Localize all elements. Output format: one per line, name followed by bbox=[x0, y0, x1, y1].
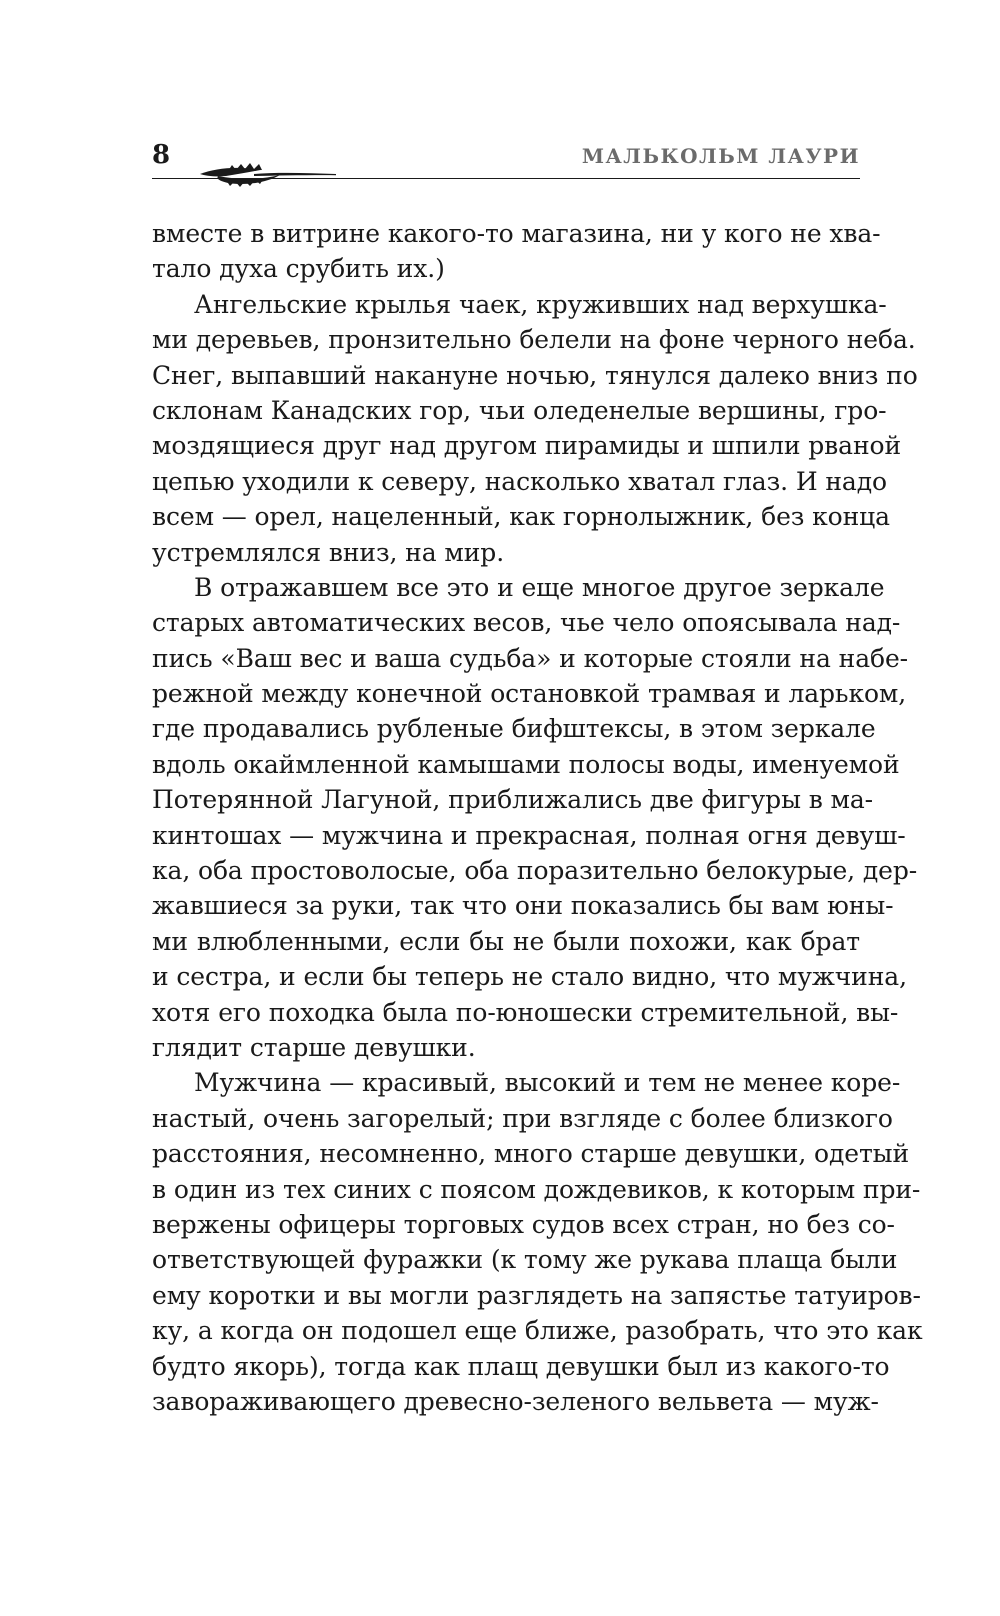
text-line: ми влюбленными, если бы не были похожи, как брат bbox=[152, 926, 860, 956]
text-line: Потерянной Лагуной, приближались две фигуры в ма- bbox=[152, 785, 874, 815]
text-line: устремлялся вниз, на мир. bbox=[152, 537, 505, 567]
header-rule bbox=[152, 178, 860, 179]
text-line: в один из тех синих с поясом дождевиков, к которым при- bbox=[152, 1174, 921, 1204]
text-line: Мужчина — красивый, высокий и тем не менее коре- bbox=[194, 1068, 901, 1098]
text-line: ему коротки и вы могли разглядеть на запястье татуиров- bbox=[152, 1280, 921, 1310]
text-line: Снег, выпавший накануне ночью, тянулся далеко вниз по bbox=[152, 360, 918, 390]
text-line: цепью уходили к северу, насколько хватал глаз. И надо bbox=[152, 466, 887, 496]
text-line: и сестра, и если бы теперь не стало видно, что мужчина, bbox=[152, 962, 907, 992]
text-line: пись «Ваш вес и ваша судьба» и которые стояли на набе- bbox=[152, 643, 908, 673]
text-line: ответствующей фуражки (к тому же рукава плаща были bbox=[152, 1245, 898, 1275]
text-line: настый, очень загорелый; при взгляде с более близкого bbox=[152, 1103, 893, 1133]
body-text bbox=[152, 216, 923, 1419]
text-line: ка, оба простоволосые, оба поразительно белокурые, дер- bbox=[152, 856, 918, 886]
text-line: вместе в витрине какого-то магазина, ни у кого не хва- bbox=[152, 219, 881, 248]
text-line: вдоль окаймленной камышами полосы воды, именуемой bbox=[152, 749, 900, 779]
text-line: тало духа срубить их.) bbox=[152, 254, 445, 284]
text-line: завораживающего древесно-зеленого вельвета — муж- bbox=[152, 1386, 879, 1416]
page-number: 8 bbox=[152, 140, 171, 170]
text-line: ку, а когда он подошел еще ближе, разобрать, что это как bbox=[152, 1316, 923, 1346]
text-line: глядит старше девушки. bbox=[152, 1032, 476, 1062]
text-line: хотя его походка была по-юношески стремительной, вы- bbox=[152, 997, 899, 1027]
text-line: В отражавшем все это и еще многое другое зеркале bbox=[194, 572, 885, 602]
text-line: режной между конечной остановкой трамвая и ларьком, bbox=[152, 679, 907, 709]
text-line: всем — орел, нацеленный, как горнолыжник, без конца bbox=[152, 502, 890, 532]
text-line: моздящиеся друг над другом пирамиды и шпили рваной bbox=[152, 431, 902, 461]
running-head-author: МАЛЬКОЛЬМ ЛАУРИ bbox=[581, 144, 860, 168]
text-line: ми деревьев, пронзительно белели на фоне черного неба. bbox=[152, 325, 916, 355]
text-line: расстояния, несомненно, много старше девушки, одетый bbox=[152, 1139, 910, 1169]
text-line: будто якорь), тогда как плащ девушки был из какого-то bbox=[152, 1351, 890, 1381]
text-line: склонам Канадских гор, чьи оледенелые вершины, гро- bbox=[152, 395, 887, 425]
text-line: Ангельские крылья чаек, круживших над верхушка- bbox=[194, 289, 887, 319]
text-line: где продавались рубленые бифштексы, в этом зеркале bbox=[152, 714, 876, 744]
feather-icon bbox=[198, 158, 338, 188]
text-line: жавшиеся за руки, так что они показались бы вам юны- bbox=[152, 891, 894, 921]
text-line: вержены офицеры торговых судов всех стран, но без со- bbox=[152, 1209, 895, 1239]
text-line: старых автоматических весов, чье чело опоясывала над- bbox=[152, 608, 901, 638]
text-line: кинтошах — мужчина и прекрасная, полная огня девуш- bbox=[152, 820, 906, 850]
